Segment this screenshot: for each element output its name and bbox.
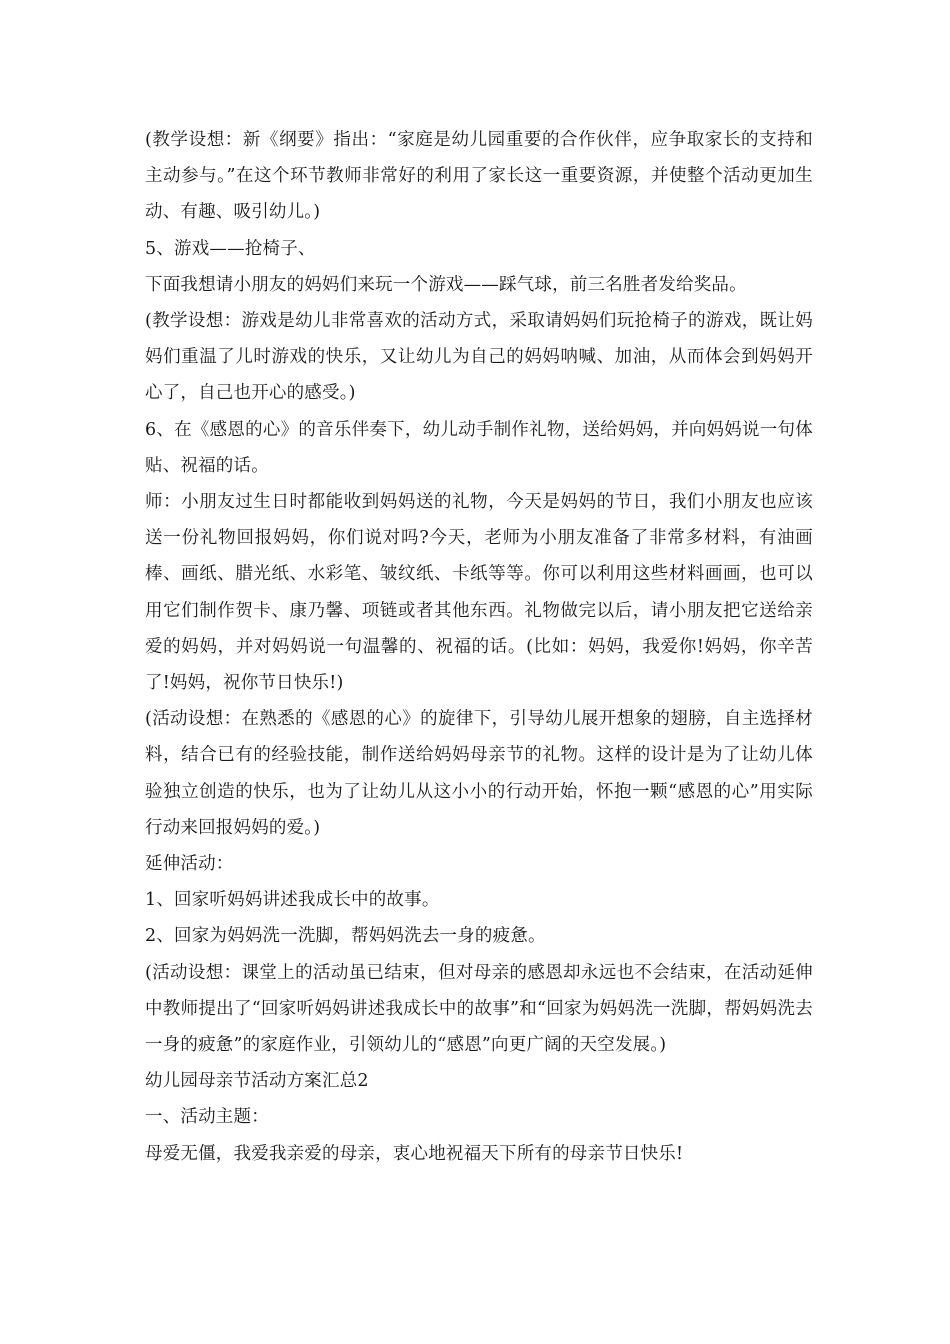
- section-title-plan-2: 幼儿园母亲节活动方案汇总2: [145, 1071, 369, 1092]
- paragraph-teacher-speech: 师：小朋友过生日时都能收到妈妈送的礼物，今天是妈妈的节日，我们小朋友也应该送一份礼物回报妈妈，你们说对吗?今天，老师为小朋友准备了非常多材料，有油画棒、画纸、腊光纸、水彩笔、皱纹纸、卡纸等等。你可以利用这些材料画画，也可以用它们制作贺卡、康乃馨、项链或者其他东西。礼物做完以后，请小朋友把它送给亲爱的妈妈，并对妈妈说一句温馨的、祝福的话。(比如：妈妈，我爱你!妈妈，你辛苦了!妈妈，祝你节日快乐!): [145, 492, 813, 694]
- paragraph-step-6-heading: 6、在《感恩的心》的音乐伴奏下，幼儿动手制作礼物，送给妈妈，并向妈妈说一句体贴、祝福的话。: [145, 419, 813, 476]
- document-body: [145, 122, 813, 1172]
- paragraph-extension-item-2: 2、回家为妈妈洗一洗脚，帮妈妈洗去一身的疲惫。: [145, 926, 546, 947]
- paragraph-theme-text: 母爱无僵，我爱我亲爱的母亲，衷心地祝福天下所有的母亲节日快乐!: [145, 1143, 684, 1164]
- paragraph-game-intro: 下面我想请小朋友的妈妈们来玩一个游戏——踩气球，前三名胜者发给奖品。: [145, 274, 747, 295]
- paragraph-extension-item-1: 1、回家听妈妈讲述我成长中的故事。: [145, 890, 440, 911]
- paragraph-teaching-idea-game: (教学设想：游戏是幼儿非常喜欢的活动方式，采取请妈妈们玩抢椅子的游戏，既让妈妈们重温了儿时游戏的快乐，又让幼儿为自己的妈妈呐喊、加油，从而体会到妈妈开心了，自己也开心的感受。): [145, 311, 813, 404]
- paragraph-step-5-heading: 5、游戏——抢椅子、: [145, 238, 316, 259]
- paragraph-teaching-idea-family: (教学设想：新《纲要》指出：“家庭是幼儿园重要的合作伙伴，应争取家长的支持和主动参与。”在这个环节教师非常好的利用了家长这一重要资源，并使整个活动更加生动、有趣、吸引幼儿。): [145, 130, 813, 223]
- section-heading-theme: 一、活动主题：: [145, 1107, 269, 1128]
- paragraph-activity-idea-extension: (活动设想：课堂上的活动虽已结束，但对母亲的感恩却永远也不会结束，在活动延伸中教师提出了“回家听妈妈讲述我成长中的故事”和“回家为妈妈洗一洗脚，帮妈妈洗去一身的疲惫”的家庭作业，引领幼儿的“感恩”向更广阔的天空发展。): [145, 962, 813, 1056]
- paragraph-extension-heading: 延伸活动：: [145, 854, 234, 875]
- paragraph-activity-idea-gift: (活动设想：在熟悉的《感恩的心》的旋律下，引导幼儿展开想象的翅膀，自主选择材料，结合已有的经验技能，制作送给妈妈母亲节的礼物。这样的设计是为了让幼儿体验独立创造的快乐，也为了让幼儿从这小小的行动开始，怀抱一颗“感恩的心”用实际行动来回报妈妈的爱。): [145, 709, 813, 838]
